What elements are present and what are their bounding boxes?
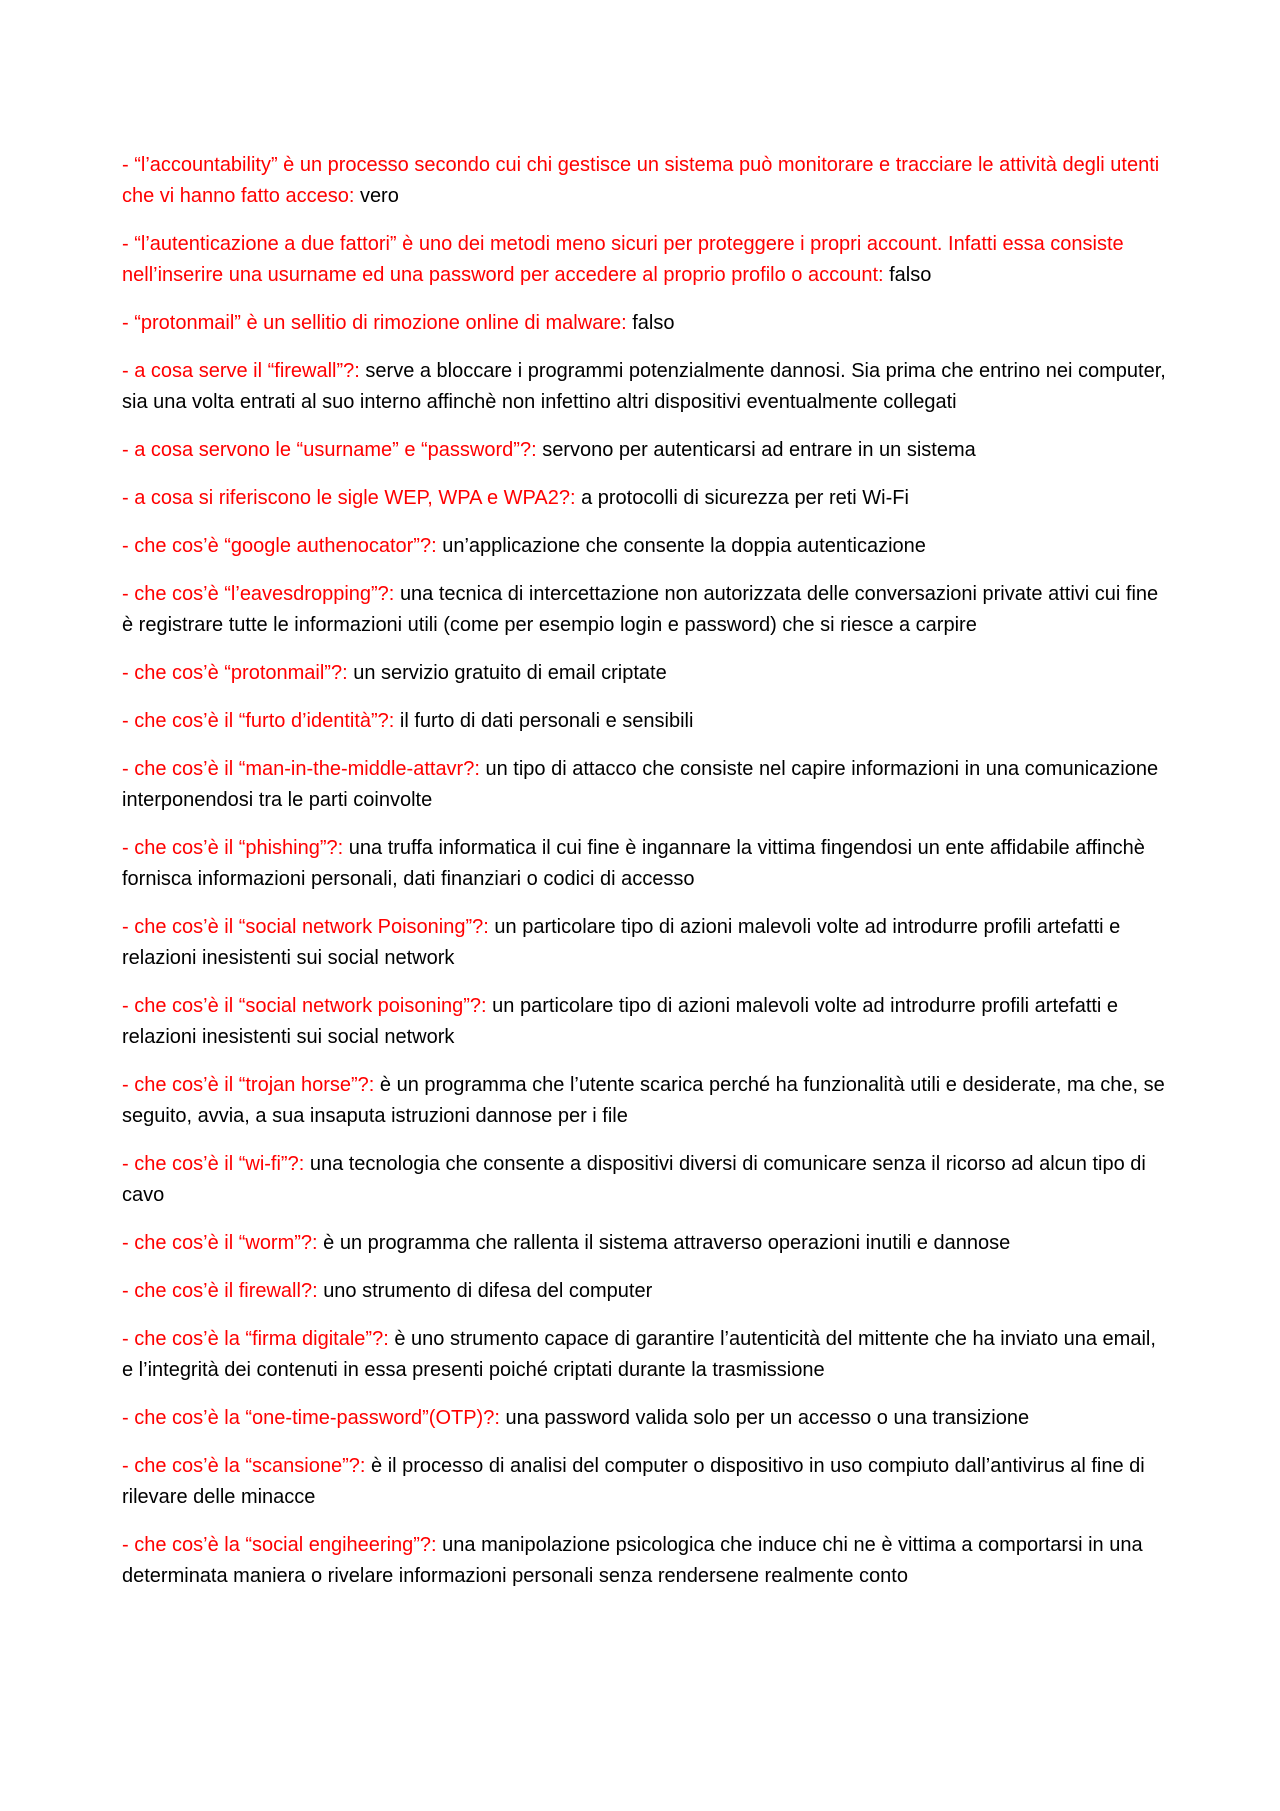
answer-text: una manipolazione psicologica che induce chi ne è vittima a comportarsi in una determinata maniera o rivelare informazioni personali senza rendersene realmente conto [122, 1534, 1143, 1587]
answer-text: una tecnica di intercettazione non autorizzata delle conversazioni private attivi cui fine è registrare tutte le informazioni utili (come per esempio login e password) che si riesce a carpire [122, 583, 1159, 636]
question-text: - che cos’è “protonmail”?: [122, 662, 348, 684]
qa-item [122, 1451, 1172, 1513]
question-text: - che cos’è il “man-in-the-middle-attavr?: [122, 758, 480, 780]
question-text: - che cos’è il “furto d’identità”?: [122, 710, 395, 732]
answer-text: vero [359, 185, 399, 207]
answer-text: un particolare tipo di azioni malevoli volte ad introdurre profili artefatti e relazioni inesistenti sui social network [122, 995, 1119, 1048]
answer-text: è un programma che l’utente scarica perché ha funzionalità utili e desiderate, ma che, se seguito, avvia, a sua insaputa istruzioni dannose per i file [122, 1074, 1165, 1127]
answer-text: una password valida solo per un accesso o una transizione [505, 1407, 1030, 1429]
qa-item [122, 991, 1172, 1053]
question-text: - “l’accountability” è un processo secondo cui chi gestisce un sistema può monitorare e tracciare le attività degli utenti che vi hanno fatto acceso: [122, 154, 1160, 207]
question-text: - a cosa serve il “firewall”?: [122, 360, 360, 382]
answer-text: serve a bloccare i programmi potenzialmente dannosi. Sia prima che entrino nei computer, sia una volta entrati al suo interno affinchè non infettino altri dispositivi eventualmente collegati [122, 360, 1166, 413]
qa-item [122, 833, 1172, 895]
question-text: - che cos’è “l’eavesdropping”?: [122, 583, 395, 605]
qa-item [122, 1324, 1172, 1386]
answer-text: è un programma che rallenta il sistema attraverso operazioni inutili e dannose [323, 1232, 1011, 1254]
qa-item [122, 356, 1172, 418]
answer-text: uno strumento di difesa del computer [323, 1280, 653, 1302]
qa-item [122, 1149, 1172, 1211]
question-text: - che cos’è la “social engiheering”?: [122, 1534, 437, 1556]
question-text: - che cos’è il “social network Poisoning”?: [122, 916, 489, 938]
answer-text: una tecnologia che consente a dispositivi diversi di comunicare senza il ricorso ad alcun tipo di cavo [122, 1153, 1146, 1206]
question-text: - che cos’è il “social network poisoning”?: [122, 995, 487, 1017]
answer-text: falso [632, 312, 675, 334]
qa-item [122, 229, 1172, 291]
qa-item [122, 435, 1172, 466]
qa-item [122, 308, 1172, 339]
qa-item [122, 1403, 1172, 1434]
answer-text: è uno strumento capace di garantire l’autenticità del mittente che ha inviato una email, e l’integrità dei contenuti in essa presenti poiché criptati durante la trasmissione [122, 1328, 1156, 1381]
qa-item [122, 1276, 1172, 1307]
question-text: - che cos’è la “one-time-password”(OTP)?: [122, 1407, 500, 1429]
qa-item [122, 706, 1172, 737]
question-text: - che cos’è la “firma digitale”?: [122, 1328, 389, 1350]
answer-text: un servizio gratuito di email criptate [353, 662, 667, 684]
question-text: - che cos’è la “scansione”?: [122, 1455, 366, 1477]
question-text: - che cos’è il “worm”?: [122, 1232, 318, 1254]
answer-text: un particolare tipo di azioni malevoli volte ad introdurre profili artefatti e relazioni inesistenti sui social network [122, 916, 1121, 969]
qa-item [122, 658, 1172, 689]
question-text: - a cosa servono le “usurname” e “password”?: [122, 439, 537, 461]
question-text: - che cos’è il firewall?: [122, 1280, 318, 1302]
answer-text: una truffa informatica il cui fine è ingannare la vittima fingendosi un ente affidabile affinchè fornisca informazioni personali, dati finanziari o codici di accesso [122, 837, 1145, 890]
answer-text: il furto di dati personali e sensibili [399, 710, 694, 732]
question-text: - che cos’è “google authenocator”?: [122, 535, 437, 557]
answer-text: è il processo di analisi del computer o dispositivo in uso compiuto dall’antivirus al fine di rilevare delle minacce [122, 1455, 1145, 1508]
qa-item [122, 912, 1172, 974]
qa-item [122, 579, 1172, 641]
answer-text: servono per autenticarsi ad entrare in un sistema [542, 439, 976, 461]
qa-item [122, 531, 1172, 562]
question-text: - “l’autenticazione a due fattori” è uno dei metodi meno sicuri per proteggere i propri account. Infatti essa consiste nell’inserire una usurname ed una password per accedere al proprio profilo o account: [122, 233, 1124, 286]
qa-item [122, 483, 1172, 514]
question-text: - a cosa si riferiscono le sigle WEP, WPA e WPA2?: [122, 487, 576, 509]
question-text: - che cos’è il “trojan horse”?: [122, 1074, 375, 1096]
question-text: - che cos’è il “wi-fi”?: [122, 1153, 305, 1175]
document-page [122, 150, 1172, 1609]
qa-item [122, 1228, 1172, 1259]
qa-item [122, 1530, 1172, 1592]
qa-item [122, 754, 1172, 816]
question-text: - che cos’è il “phishing”?: [122, 837, 344, 859]
answer-text: falso [889, 264, 932, 286]
question-text: - “protonmail” è un sellitio di rimozione online di malware: [122, 312, 627, 334]
qa-item [122, 1070, 1172, 1132]
answer-text: un tipo di attacco che consiste nel capire informazioni in una comunicazione interponendosi tra le parti coinvolte [122, 758, 1159, 811]
qa-item [122, 150, 1172, 212]
answer-text: a protocolli di sicurezza per reti Wi-Fi [581, 487, 909, 509]
answer-text: un’applicazione che consente la doppia autenticazione [442, 535, 926, 557]
